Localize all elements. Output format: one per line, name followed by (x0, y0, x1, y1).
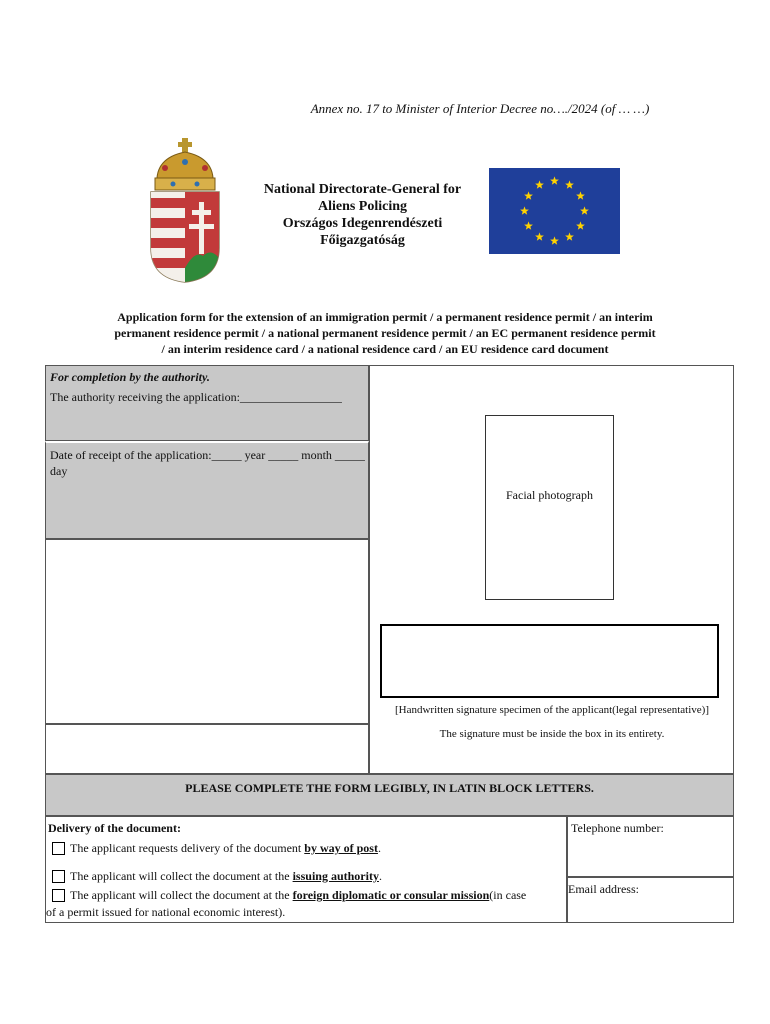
agency-line-1: National Directorate-General for (263, 182, 462, 197)
option-text: The applicant will collect the document at the (70, 888, 290, 902)
option-suffix: (in case (489, 888, 527, 902)
delivery-option-continuation: of a permit issued for national economic interest). (46, 905, 286, 919)
facial-photograph-label: Facial photograph (506, 488, 593, 502)
delivery-option-foreign-mission[interactable] (52, 888, 526, 903)
signature-label: [Handwritten signature specimen of the applicant(legal representative)] (395, 704, 709, 716)
checkbox-issuing-authority[interactable] (52, 870, 65, 883)
form-title-line-3: / an interim residence card / a national residence card / an EU residence card document (161, 342, 609, 356)
agency-name (240, 181, 485, 249)
annex-reference: Annex no. 17 to Minister of Interior Decree no…./2024 (of … …) (310, 101, 650, 116)
form-title-line-1: Application form for the extension of an immigration permit / a permanent residence permit / an interim (117, 310, 653, 324)
option-text: The applicant requests delivery of the document (70, 841, 302, 855)
option-emphasis: by way of post (304, 841, 378, 855)
delivery-section (45, 816, 567, 923)
hungarian-coat-of-arms-icon (143, 138, 227, 284)
agency-line-4: Főigazgatóság (320, 233, 405, 248)
telephone-cell[interactable] (567, 816, 734, 877)
authority-heading: For completion by the authority. (50, 370, 210, 384)
checkbox-foreign-mission[interactable] (52, 889, 65, 902)
email-cell[interactable] (567, 877, 734, 923)
option-suffix: . (378, 869, 382, 883)
facial-photograph-box[interactable] (485, 415, 614, 600)
agency-line-2: Aliens Policing (317, 199, 408, 214)
option-suffix: . (377, 841, 381, 855)
delivery-option-issuing-authority[interactable] (52, 869, 382, 884)
receiving-authority-field[interactable]: The authority receiving the application:_________________ (50, 390, 342, 404)
signature-note: The signature must be inside the box in its entirety. (439, 728, 665, 740)
form-title-line-2: permanent residence permit / a national permanent residence permit / an EC permanent residence permit (114, 326, 656, 340)
signature-box[interactable] (380, 624, 719, 698)
left-blank-cell-lower (45, 724, 369, 774)
instruction-banner (45, 774, 734, 816)
checkbox-post[interactable] (52, 842, 65, 855)
delivery-option-post[interactable] (52, 841, 381, 856)
telephone-label: Telephone number: (571, 821, 664, 835)
eu-flag-icon (489, 168, 620, 254)
left-blank-cell (45, 539, 369, 724)
form-title (80, 309, 690, 357)
receipt-date-section (45, 441, 369, 539)
delivery-heading: Delivery of the document: (48, 821, 181, 835)
option-emphasis: foreign diplomatic or consular mission (292, 888, 490, 902)
authority-section (45, 365, 369, 441)
email-label: Email address: (568, 882, 639, 896)
option-text: The applicant will collect the document at the (70, 869, 290, 883)
option-emphasis: issuing authority (292, 869, 379, 883)
agency-line-3: Országos Idegenrendészeti (282, 216, 443, 231)
instruction-text: PLEASE COMPLETE THE FORM LEGIBLY, IN LATIN BLOCK LETTERS. (185, 781, 594, 795)
receipt-date-field[interactable]: Date of receipt of the application:_____ year _____ month _____ day (50, 448, 365, 478)
